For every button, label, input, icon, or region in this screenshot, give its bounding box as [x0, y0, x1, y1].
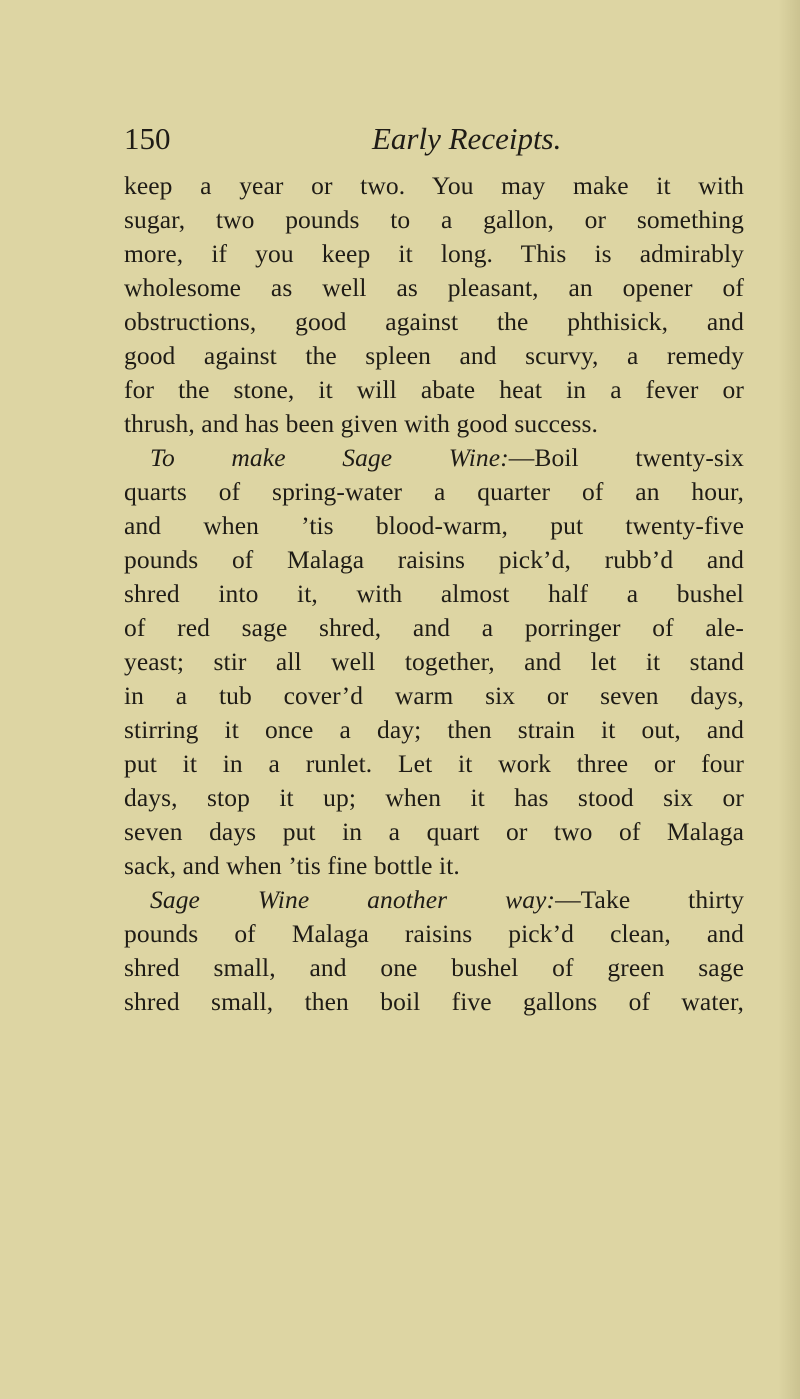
text-line: good against the spleen and scurvy, a remedy	[124, 341, 744, 370]
text-line: yeast; stir all well together, and let it stand	[124, 647, 744, 676]
text-line: for the stone, it will abate heat in a fever or	[124, 375, 744, 404]
text-line: thrush, and has been given with good success.	[124, 409, 599, 438]
text-line: stirring it once a day; then strain it out, and	[124, 715, 744, 744]
text-line: more, if you keep it long. This is admirably	[124, 239, 744, 268]
recipe-heading-line: Sage Wine another way:—Take thirty	[150, 885, 744, 914]
text-line: shred small, then boil five gallons of water,	[124, 987, 744, 1016]
text-line: of red sage shred, and a porringer of ale-	[124, 613, 744, 642]
text-line: quarts of spring-water a quarter of an hour,	[124, 477, 744, 506]
running-title: Early Receipts.	[372, 121, 562, 156]
text-line: and when ’tis blood-warm, put twenty-five	[124, 511, 744, 540]
page-number: 150	[124, 121, 171, 156]
recipe-title-sage-wine: To make Sage Wine:	[150, 443, 509, 472]
body-text	[124, 169, 744, 1019]
recipe-title-sage-wine-another-way: Sage Wine another way:	[150, 885, 556, 914]
text-line: in a tub cover’d warm six or seven days,	[124, 681, 744, 710]
text-line: wholesome as well as pleasant, an opener of	[124, 273, 744, 302]
text-line: seven days put in a quart or two of Malaga	[124, 817, 744, 846]
page-edge-shadow	[778, 0, 800, 1399]
text-line: put it in a runlet. Let it work three or four	[124, 749, 744, 778]
text-line: shred into it, with almost half a bushel	[124, 579, 744, 608]
text-line: keep a year or two. You may make it with	[124, 171, 744, 200]
text-line: sugar, two pounds to a gallon, or something	[124, 205, 744, 234]
recipe-heading-line: To make Sage Wine:—Boil twenty-six	[150, 443, 744, 472]
text-line: pounds of Malaga raisins pick’d, rubb’d and	[124, 545, 744, 574]
running-head	[124, 117, 684, 161]
text-line: sack, and when ’tis fine bottle it.	[124, 851, 460, 880]
text-line: obstructions, good against the phthisick, and	[124, 307, 744, 336]
text-line: pounds of Malaga raisins pick’d clean, and	[124, 919, 744, 948]
text-line: shred small, and one bushel of green sage	[124, 953, 744, 982]
text-line: days, stop it up; when it has stood six or	[124, 783, 744, 812]
